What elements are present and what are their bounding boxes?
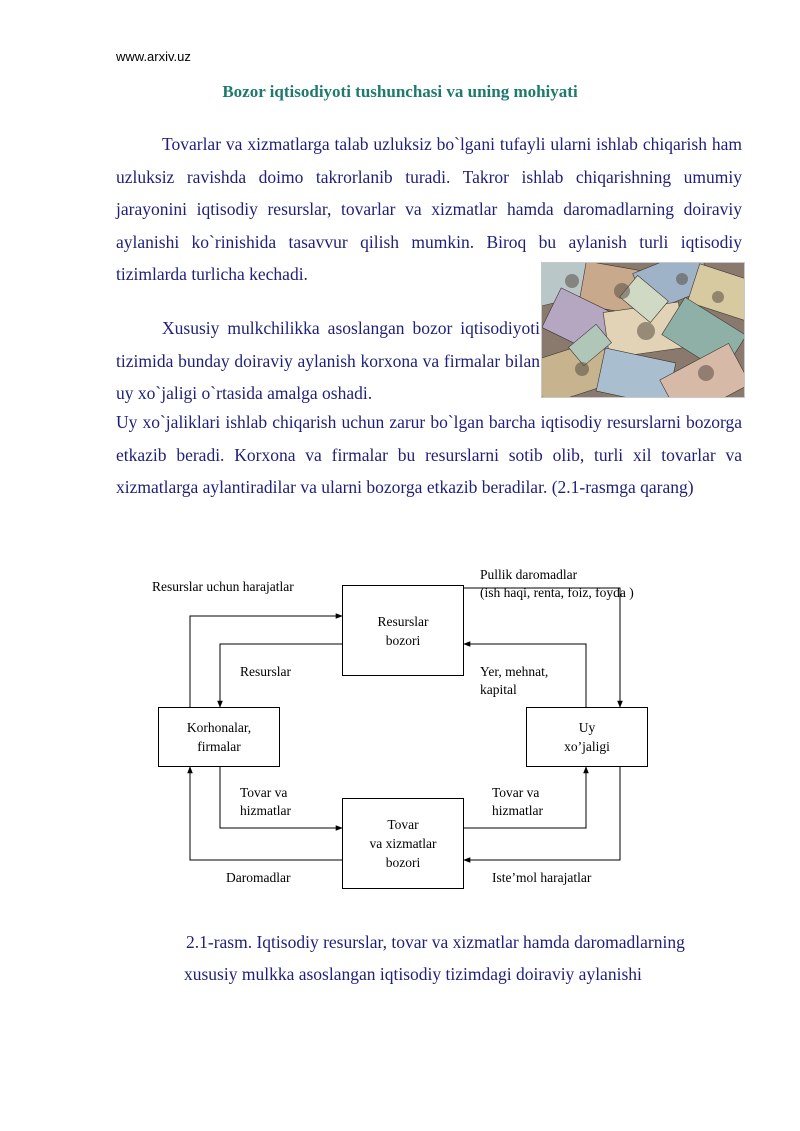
label-goods-services-right: Tovar va hizmatlar <box>492 785 543 818</box>
label-money-income: Pullik daromadlar (ish haqi, renta, foiz, foyda ) <box>480 567 634 600</box>
goods-market-box: Tovar va xizmatlar bozori <box>342 798 464 889</box>
caption-line-1: 2.1-rasm. Iqtisodiy resurslar, tovar va xizmatlar hamda daromadlarning <box>186 932 685 952</box>
paragraph-market-economy: Xususiy mulkchilikka asoslangan bozor iqtisodiyoti tizimida bunday doiraviy aylanish korxona va firmalar bilan uy xo`jaligi o`rtasida amalga oshadi. <box>116 318 540 403</box>
resource-market-box: Resurslar bozori <box>342 585 464 676</box>
banknotes-photo <box>541 262 745 398</box>
caption-line-2: xususiy mulkka asoslangan iqtisodiy tizimdagi doiraviy aylanishi <box>184 964 642 984</box>
label-goods-services-left: Tovar va hizmatlar <box>240 785 291 818</box>
label-resource-costs: Resurslar uchun harajatlar <box>152 579 294 594</box>
firms-box: Korhonalar, firmalar <box>158 707 280 767</box>
paragraph-intro: Tovarlar va xizmatlarga talab uzluksiz bo`lgani tufayli ularni ishlab chiqarish ham uzluksiz ravishda doimo takrorlanib turadi. Takror ishlab chiqarishning umumiy jarayonini iqtisodiy resurslar, tovarlar va xizmatlar hamda daromadlarning doiraviy aylanishi ko`rinishida tasavvur qilish mumkin. Biroq bu aylanish turli iqtisodiy tizimlarda turlicha kechadi. <box>116 134 742 284</box>
label-consumption-costs: Iste’mol harajatlar <box>492 870 592 885</box>
circular-flow-diagram <box>140 560 680 905</box>
figure-caption <box>184 926 744 990</box>
label-resources: Resurslar <box>240 664 291 679</box>
site-url[interactable]: www.arxiv.uz <box>116 49 191 64</box>
household-box: Uy xo’jaligi <box>526 707 648 767</box>
label-land-labor-capital: Yer, mehnat, kapital <box>480 664 549 697</box>
paragraph-households: Uy xo`jaliklari ishlab chiqarish uchun zarur bo`lgan barcha iqtisodiy resurslarni bozorga etkazib beradi. Korxona va firmalar bu resurslarni sotib olib, turli xil tovarlar va xizmatlarga aylantiradilar va ularni bozorga etkazib beradilar. (2.1-rasmga qarang) <box>116 412 742 497</box>
label-revenues: Daromadlar <box>226 870 291 885</box>
page-title: Bozor iqtisodiyoti tushunchasi va uning mohiyati <box>222 82 578 101</box>
